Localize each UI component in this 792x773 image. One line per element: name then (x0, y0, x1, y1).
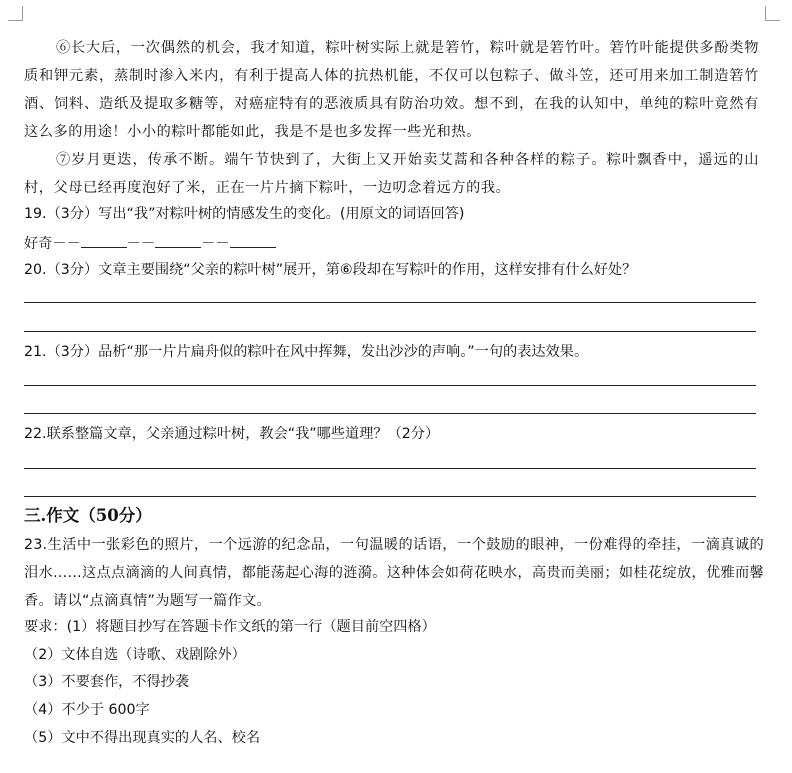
answer-dash: －－ (126, 236, 156, 252)
answer-dash: －－ (52, 236, 81, 252)
answer-line[interactable] (24, 496, 756, 497)
question-21: 21.（3分）品析“那一片片扁舟似的粽叶在风中挥舞，发出沙沙的声响。”一句的表达效果。 (24, 344, 589, 360)
answer-line[interactable] (24, 385, 756, 386)
answer-dash: －－ (201, 236, 230, 252)
requirement-3: （3）不要套作，不得抄袭 (24, 674, 190, 690)
passage-paragraph-6: ⑥长大后，一次偶然的机会，我才知道，粽叶树实际上就是箬竹，粽叶就是箬竹叶。箬竹叶能提供多酚类物质和钾元素，蒸制时渗入米内，有利于提高人体的抗热机能，不仅可以包粽子、做斗笠，还可用来加工制造箬竹酒、饲料、造纸及提取多糖等，对癌症特有的恶液质具有防治功效。想不到，在我的认知中，单纯的粽叶竟然有这么多的用途！小小的粽叶都能如此，我是不是也多发挥一些光和热。 (24, 40, 759, 140)
answer-blank-3[interactable] (230, 233, 276, 248)
section-title-composition: 三.作文（50分） (24, 506, 152, 525)
composition-prompt: 23.生活中一张彩色的照片，一个远游的纪念品，一句温暖的话语，一个鼓励的眼神，一份难得的牵挂，一滴真诚的泪水……这点点滴滴的人间真情，都能荡起心海的涟漪。这种体会如荷花映水，高贵而美丽；如桂花绽放，优雅而馨香。请以“点滴真情”为题写一篇作文。 (24, 537, 764, 609)
crop-mark-top-right (765, 6, 780, 21)
answer-line[interactable] (24, 468, 756, 469)
requirement-1: 要求：(1）将题目抄写在答题卡作文纸的第一行（题目前空四格） (24, 619, 436, 635)
answer-line[interactable] (24, 302, 756, 303)
question-19: 19.（3分）写出“我”对粽叶树的情感发生的变化。(用原文的词语回答) (24, 206, 465, 222)
crop-mark-top-left (8, 6, 23, 21)
question-20: 20.（3分）文章主要围绕“父亲的粽叶树”展开，第⑥段却在写粽叶的作用，这样安排有什么好处？ (24, 262, 637, 278)
answer-blank-2[interactable] (155, 233, 201, 248)
question-19-answer-row (24, 233, 276, 254)
question-22: 22.联系整篇文章，父亲通过粽叶树，教会“我”哪些道理？（2分） (24, 426, 440, 442)
answer-line[interactable] (24, 413, 756, 414)
passage-paragraph-7: ⑦岁月更迭，传承不断。端午节快到了，大街上又开始卖艾蒿和各种各样的粽子。粽叶飘香中，遥远的山村，父母已经再度泡好了米，正在一片片摘下粽叶，一边叨念着远方的我。 (24, 152, 759, 196)
requirement-5: （5）文中不得出现真实的人名、校名 (24, 730, 261, 746)
requirement-2: （2）文体自选（诗歌、戏剧除外） (24, 647, 246, 663)
answer-start-word: 好奇 (24, 236, 53, 252)
answer-line[interactable] (24, 331, 756, 332)
requirement-4: （4）不少于 600字 (24, 702, 150, 718)
answer-blank-1[interactable] (81, 233, 127, 248)
